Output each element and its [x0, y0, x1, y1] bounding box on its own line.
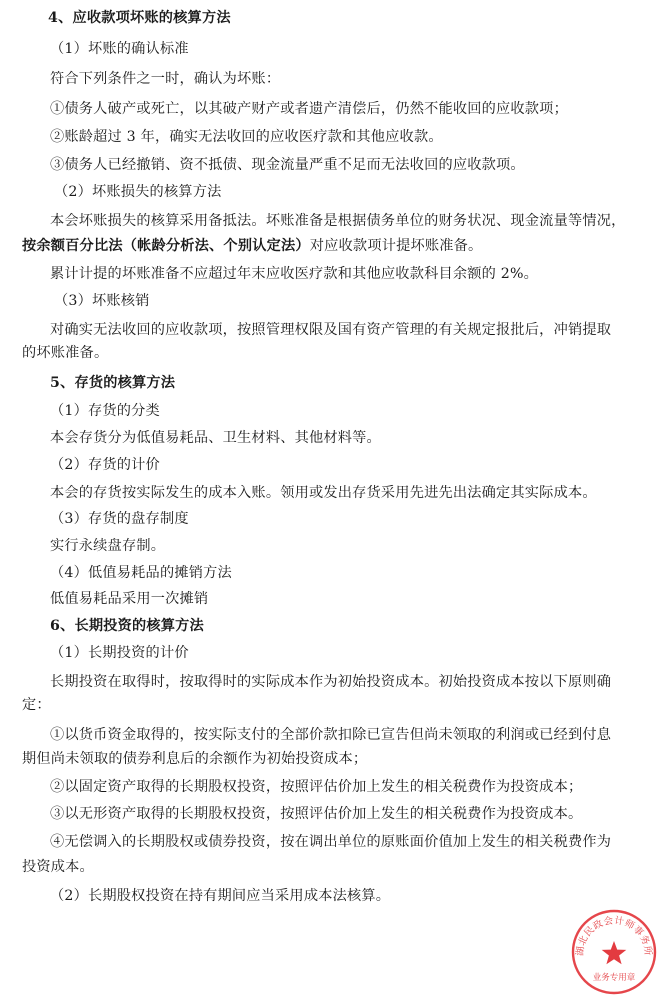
paragraph-line: ①债务人破产或死亡，以其破产财产或者遗产清偿后，仍然不能收回的应收款项；	[50, 101, 568, 117]
paragraph-line: 期但尚未领取的债券利息后的余额作为初始投资成本；	[22, 751, 368, 767]
paragraph-line: ②以固定资产取得的长期股权投资，按照评估价加上发生的相关税费作为投资成本；	[50, 779, 583, 795]
subheading: （2）坏账损失的核算方法	[54, 184, 222, 200]
paragraph-line: 投资成本。	[22, 859, 94, 875]
paragraph-text: 对应收款项计提坏账准备。	[309, 238, 483, 254]
paragraph-line: ④无偿调入的长期股权或债券投资，按在调出单位的原账面价值加上发生的相关税费作为	[50, 834, 612, 850]
official-seal-stamp	[570, 908, 658, 996]
subheading: （4）低值易耗品的摊销方法	[50, 565, 232, 581]
seal-star-icon	[602, 941, 627, 964]
seal-center-text: 业务专用章	[592, 973, 636, 983]
paragraph-line: 累计计提的坏账准备不应超过年末应收医疗款和其他应收款科目余额的 2%。	[50, 266, 539, 282]
paragraph-line: 的坏账准备。	[22, 345, 109, 361]
paragraph-line: 对确实无法收回的应收款项，按照管理权限及国有资产管理的有关规定报批后，冲销提取	[50, 322, 612, 338]
paragraph-line: ①以货币资金取得的，按实际支付的全部价款扣除已宣告但尚未领取的利润或已经到付息	[50, 727, 612, 743]
paragraph-line: 定：	[22, 697, 51, 713]
paragraph-line: ③以无形资产取得的长期股权投资，按照评估价加上发生的相关税费作为投资成本。	[50, 806, 583, 822]
paragraph-line: 本会的存货按实际发生的成本入账。领用或发出存货采用先进先出法确定其实际成本。	[50, 485, 597, 501]
paragraph-line: 符合下列条件之一时，确认为坏账：	[50, 71, 281, 87]
paragraph-line: 本会存货分为低值易耗品、卫生材料、其他材料等。	[50, 430, 381, 446]
paragraph-line: 长期投资在取得时，按取得时的实际成本作为初始投资成本。初始投资成本按以下原则确	[50, 674, 612, 690]
paragraph-line: 本会坏账损失的核算采用备抵法。坏账准备是根据债务单位的财务状况、现金流量等情况，	[50, 213, 626, 229]
seal-ring-text: 湖北民政会计师事务所	[574, 915, 654, 957]
paragraph-line: 实行永续盘存制。	[50, 538, 166, 554]
paragraph-line: ②账龄超过 3 年，确实无法收回的应收医疗款和其他应收款。	[50, 129, 443, 145]
subheading: （3）存货的盘存制度	[50, 511, 189, 527]
subheading: （3）坏账核销	[54, 293, 150, 309]
subheading: （2）长期股权投资在持有期间应当采用成本法核算。	[50, 888, 391, 904]
bold-phrase: 按余额百分比法（帐龄分析法、个别认定法）	[22, 238, 310, 254]
subheading: （1）长期投资的计价	[50, 645, 189, 661]
heading-6: 6、长期投资的核算方法	[50, 618, 204, 634]
paragraph-line: 低值易耗品采用一次摊销	[50, 591, 209, 607]
heading-5: 5、存货的核算方法	[50, 375, 176, 391]
subheading: （1）坏账的确认标准	[50, 41, 189, 57]
heading-4: 4、应收款项坏账的核算方法	[48, 10, 231, 26]
subheading: （1）存货的分类	[50, 403, 160, 419]
paragraph-line	[22, 236, 482, 256]
paragraph-line: ③债务人已经撤销、资不抵债、现金流量严重不足而无法收回的应收款项。	[50, 157, 525, 173]
subheading: （2）存货的计价	[50, 457, 160, 473]
